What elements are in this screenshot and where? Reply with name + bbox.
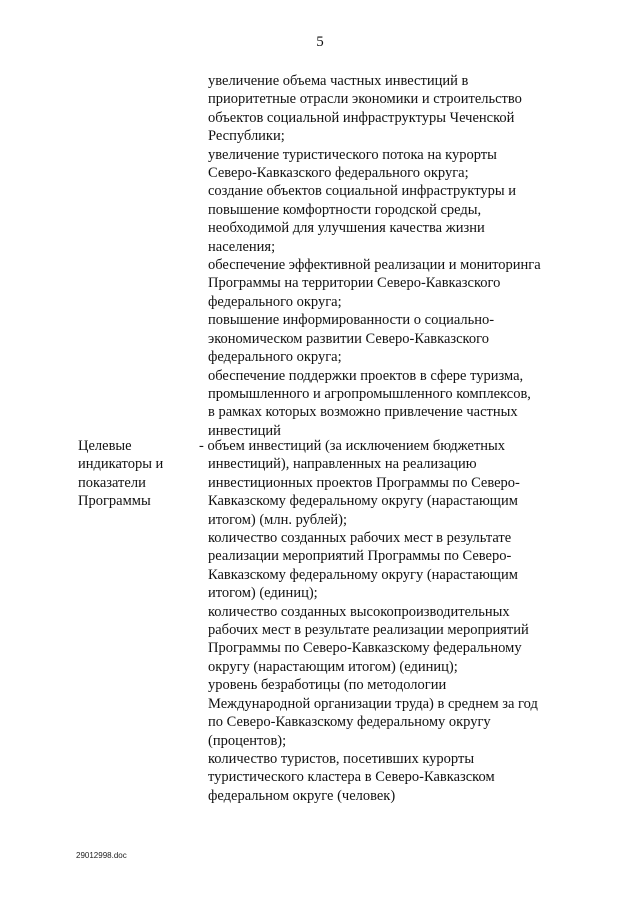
- indicators-line: количество созданных высокопроизводительных: [208, 603, 510, 620]
- indicators-line: Международной организации труда) в среднем за год: [208, 695, 538, 712]
- goals-line: необходимой для улучшения качества жизни: [208, 220, 485, 237]
- goals-line: Северо-Кавказского федерального округа;: [208, 165, 469, 182]
- goals-line: увеличение объема частных инвестиций в: [208, 73, 469, 89]
- indicators-line: Кавказскому федеральному округу (нарастающим: [208, 493, 518, 510]
- goals-line: обеспечение поддержки проектов в сфере туризма,: [208, 367, 524, 384]
- goals-line: населения;: [208, 238, 276, 255]
- indicators-line: количество туристов, посетивших курорты: [208, 750, 475, 767]
- goals-line: повышение комфортности городской среды,: [208, 201, 482, 218]
- goals-line: обеспечение эффективной реализации и мониторинга: [208, 257, 541, 274]
- page-number: 5: [316, 34, 324, 50]
- goals-line: инвестиций: [208, 422, 281, 439]
- goals-line: Программы на территории Северо-Кавказского: [208, 275, 501, 292]
- label-line: Программы: [78, 493, 151, 510]
- goals-line: в рамках которых возможно привлечение частных: [208, 404, 518, 421]
- indicators-line: по Северо-Кавказскому федеральному округу: [208, 714, 491, 731]
- goals-line: экономическом развитии Северо-Кавказского: [208, 330, 489, 347]
- goals-line: увеличение туристического потока на курорты: [208, 146, 497, 163]
- indicators-line: (процентов);: [208, 732, 287, 749]
- indicators-section-label: [78, 437, 163, 511]
- indicators-line: Кавказскому федеральному округу (нарастающим: [208, 566, 518, 583]
- goals-line: федерального округа;: [208, 349, 342, 366]
- indicators-line: рабочих мест в результате реализации мероприятий: [208, 622, 529, 639]
- indicators-line: - объем инвестиций (за исключением бюджетных: [199, 438, 506, 454]
- indicators-line: итогом) (млн. рублей);: [208, 511, 348, 528]
- goals-line: Республики;: [208, 128, 285, 145]
- program-indicators-text: [199, 437, 588, 805]
- indicators-line: количество созданных рабочих мест в результате: [208, 530, 512, 547]
- indicators-line: инвестиционных проектов Программы по Северо-: [208, 474, 520, 491]
- indicators-line: федеральном округе (человек): [208, 787, 396, 804]
- goals-line: приоритетные отрасли экономики и строительство: [208, 91, 522, 108]
- indicators-line: округу (нарастающим итогом) (единиц);: [208, 658, 458, 675]
- indicators-line: итогом) (единиц);: [208, 585, 318, 602]
- indicators-line: инвестиций), направленных на реализацию: [208, 456, 477, 473]
- document-filename: 29012998.doc: [76, 851, 127, 860]
- program-goals-text: [208, 72, 588, 440]
- label-line: индикаторы и: [78, 456, 164, 473]
- indicators-line: туристического кластера в Северо-Кавказском: [208, 769, 495, 786]
- goals-line: повышение информированности о социально-: [208, 312, 495, 329]
- goals-line: создание объектов социальной инфраструктуры и: [208, 183, 516, 200]
- label-line: показатели: [78, 474, 146, 491]
- indicators-line: реализации мероприятий Программы по Северо-: [208, 548, 512, 565]
- indicators-line: Программы по Северо-Кавказскому федеральному: [208, 640, 522, 657]
- label-line: Целевые: [78, 438, 132, 454]
- goals-line: федерального округа;: [208, 293, 342, 310]
- indicators-line: уровень безработицы (по методологии: [208, 677, 447, 694]
- goals-line: объектов социальной инфраструктуры Чеченской: [208, 109, 515, 126]
- goals-line: промышленного и агропромышленного комплексов,: [208, 385, 531, 402]
